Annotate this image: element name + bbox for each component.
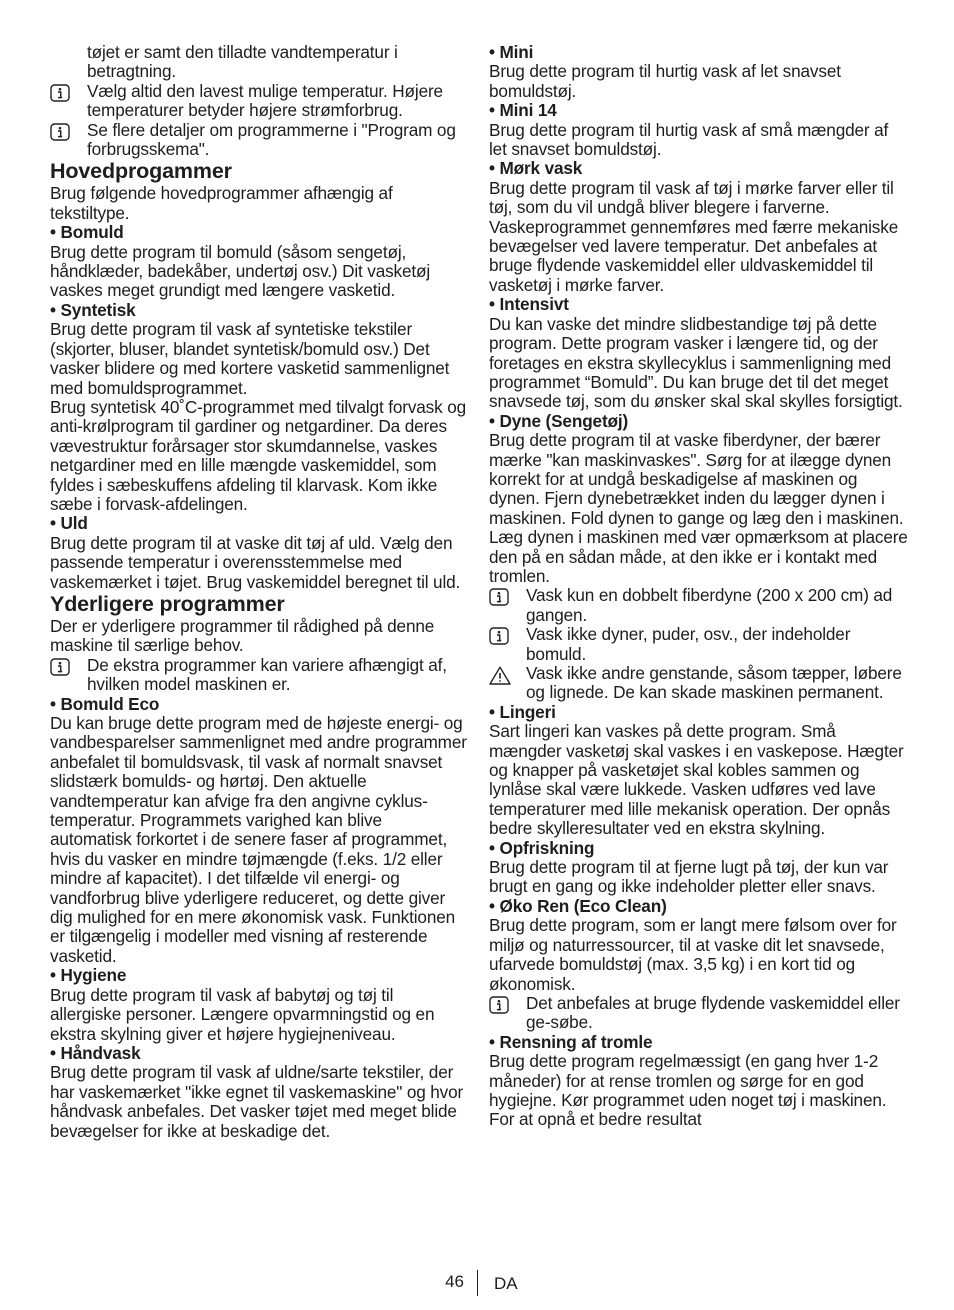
program-text-bomuld-eco: Du kan bruge dette program med de højeste energi- og vandbesparelser sammenlignet med andre programmer anbefalet til bomuldsvask, til vask af normalt snavset slidstærk bomulds- og hørtøj. Den aktuelle vandtemperatur kan afvige fra den angivne cyklus-temperatur. Programmets varighed kan blive automatisk forkortet i de senere faser af programmet, hvis du vasker en mindre tøjmængde (f.eks. 1/2 eller mindre af kapacitet). I det tilfælde vil energi- og vandforbrug blive yderligere reduceret, og dette giver dig mulighed for en mere økonomisk vask. Funktionen er tilgængelig i modeller med visning af resterende vasketid.: [50, 713, 467, 966]
info-note: [50, 82, 467, 121]
info-note: [489, 994, 909, 1033]
program-title-syntetisk: • Syntetisk: [50, 299, 136, 320]
info-note: [50, 656, 467, 695]
program-text-dyne: Brug dette program til at vaske fiberdyner, der bærer mærke "kan maskinvaskes". Sørg for at ilægge dynen korrekt for at undgå beskadigelse af maskinen og dynen. Fjern dynebetrækket inden du lægger dynen i maskinen. Fold dynen to gange og læg den i maskinen. Læg dynen i maskinen med vær opmærksom at placere den på en sådan måde, at den ikke er i kontakt med tromlen.: [489, 430, 908, 586]
program-title-uld: • Uld: [50, 513, 88, 534]
program-title-opfriskning: • Opfriskning: [489, 837, 595, 858]
program-title-moerk-vask: • Mørk vask: [489, 158, 583, 179]
program-text-mini14: Brug dette program til hurtig vask af små mængder af let snavset bomuldstøj.: [489, 119, 889, 160]
program-text-haandvask: Brug dette program til vask af uldne/sarte tekstiler, der har vaskemærket "ikke egnet til vaskemaskine" og hvor håndvask anbefales. Det vasker tøjet med meget blide bevægelser for ikke at beskadige det.: [50, 1062, 464, 1141]
program-title-intensivt: • Intensivt: [489, 294, 569, 315]
page-number: 46: [445, 1272, 464, 1291]
program-text-hygiene: Brug dette program til vask af babytøj og tøj til allergiske personer. Længere opvarmningstid og en ekstra skylning giver et højere hygiejneniveau.: [50, 984, 435, 1044]
page-footer: [0, 1270, 954, 1300]
info-icon: [50, 121, 87, 142]
note-text: Se flere detaljer om programmerne i "Program og forbrugsskema".: [87, 119, 456, 160]
program-title-mini: • Mini: [489, 42, 534, 62]
info-icon: [489, 994, 526, 1015]
note-text: Vask kun en dobbelt fiberdyne (200 x 200 cm) ad gangen.: [526, 585, 893, 625]
right-column: [489, 43, 909, 1130]
intro-continuation: tøjet er samt den tilladte vandtemperatur i betragtning.: [87, 42, 398, 82]
program-text-oeko-ren: Brug dette program, som er langt mere følsom over for miljø og naturressourcer, til at vaske dit let snavsede, ufarvede bomuldstøj (max. 3,5 kg) i en kort tid og økonomisk.: [489, 915, 897, 994]
language-code: DA: [494, 1274, 518, 1293]
program-title-mini14: • Mini 14: [489, 100, 557, 121]
program-title-hygiene: • Hygiene: [50, 965, 127, 986]
section-heading-main-programs: Hovedprogammer: [50, 159, 232, 184]
program-text-syntetisk: Brug dette program til vask af syntetiske tekstiler (skjorter, bluser, blandet syntetisk/bomuld osv.) Det vasker blidere og med kortere vasketid sammenlignet med bomuldsprogrammet.: [50, 319, 450, 398]
program-title-lingeri: • Lingeri: [489, 701, 556, 722]
info-note: [50, 121, 467, 160]
note-text: Det anbefales at bruge flydende vaskemiddel eller ge-søbe.: [526, 992, 900, 1033]
section-intro: Brug følgende hovedprogrammer afhængig af tekstiltype.: [50, 183, 393, 223]
info-icon: [489, 625, 526, 646]
program-title-dyne: • Dyne (Sengetøj): [489, 410, 629, 431]
info-icon: [489, 586, 526, 607]
program-text-uld: Brug dette program til at vaske dit tøj af uld. Vælg den passende temperatur i overensstemmelse med vaskemærket i tøjet. Brug vaskemiddel beregnet til uld.: [50, 532, 461, 592]
info-note: [489, 625, 909, 664]
info-icon: [50, 656, 87, 677]
program-text-mini: Brug dette program til hurtig vask af let snavset bomuldstøj.: [489, 61, 841, 101]
program-text-opfriskning: Brug dette program til at fjerne lugt på tøj, der kun var brugt en gang og ikke indeholder pletter eller snavs.: [489, 857, 889, 897]
warning-triangle-icon: [489, 664, 526, 685]
footer-divider: [477, 1270, 478, 1296]
program-title-rensning: • Rensning af tromle: [489, 1031, 653, 1052]
warning-note: [489, 664, 909, 703]
program-title-bomuld: • Bomuld: [50, 222, 124, 243]
program-text-intensivt: Du kan vaske det mindre slidbestandige tøj på dette program. Dette program vasker i længere tid, og der foretages en ekstra skyllecyklus i sammenligning med programmet “Bomuld”. Du kan bruge det til det meget snavsede tøj, som du ønsker skal skal skylles forsigtigt.: [489, 313, 903, 412]
program-title-haandvask: • Håndvask: [50, 1042, 141, 1063]
note-text: Vask ikke dyner, puder, osv., der indeholder bomuld.: [526, 624, 851, 664]
warning-text: Vask ikke andre genstande, såsom tæpper, løbere og lignede. De kan skade maskinen permanent.: [526, 663, 902, 703]
note-text: De ekstra programmer kan variere afhængigt af, hvilken model maskinen er.: [87, 654, 447, 695]
section-heading-extra-programs: Yderligere programmer: [50, 591, 285, 616]
program-text-rensning: Brug dette program regelmæssigt (en gang hver 1-2 måneder) for at rense tromlen og sørge for en god hygiejne. Kør programmet uden noget tøj i maskinen. For at opnå et bedre resultat: [489, 1051, 887, 1130]
program-text-lingeri: Sart lingeri kan vaskes på dette program. Små mængder vasketøj skal vaskes i en vaskepose. Hægter og knapper på vasketøjet skal kobles sammen og lynlåse skal være lukkede. Vasken udføres ved lave temperaturer med lille mekanisk operation. Der opnås bedre skylleresultater ved en ekstra skylning.: [489, 721, 904, 839]
program-title-bomuld-eco: • Bomuld Eco: [50, 693, 160, 714]
program-text-moerk-vask: Brug dette program til vask af tøj i mørke farver eller til tøj, som du vil undgå bliver blegere i farverne. Vaskeprogrammet gennemføres med færre mekaniske bevægelser ved lavere temperatur. Det anbefales at bruge flydende vaskemiddel eller uldvaskemiddel til vasketøj i mørke farver.: [489, 177, 899, 295]
info-note: [489, 586, 909, 625]
program-text-syntetisk-2: Brug syntetisk 40˚C-programmet med tilvalgt forvask og anti-krølprogram til gardiner og netgardiner. Da deres vævestruktur forårsager stor skumdannelse, vaskes netgardiner med en lille mængde vaskemiddel, som fyldes i sæbeskuffens afdeling til klarvask. Kom ikke sæbe i forvask-afdelingen.: [50, 396, 467, 514]
program-text-bomuld: Brug dette program til bomuld (såsom sengetøj, håndklæder, badekåber, undertøj osv.) Dit vasketøj vaskes meget grundigt med længere vasketid.: [50, 241, 431, 301]
program-title-oeko-ren: • Øko Ren (Eco Clean): [489, 895, 667, 916]
section-intro: Der er yderligere programmer til rådighed på denne maskine til særlige behov.: [50, 615, 435, 656]
info-icon: [50, 82, 87, 103]
note-text: Vælg altid den lavest mulige temperatur. Højere temperaturer betyder højere strømforbrug.: [87, 80, 443, 121]
left-column: [50, 43, 467, 1141]
